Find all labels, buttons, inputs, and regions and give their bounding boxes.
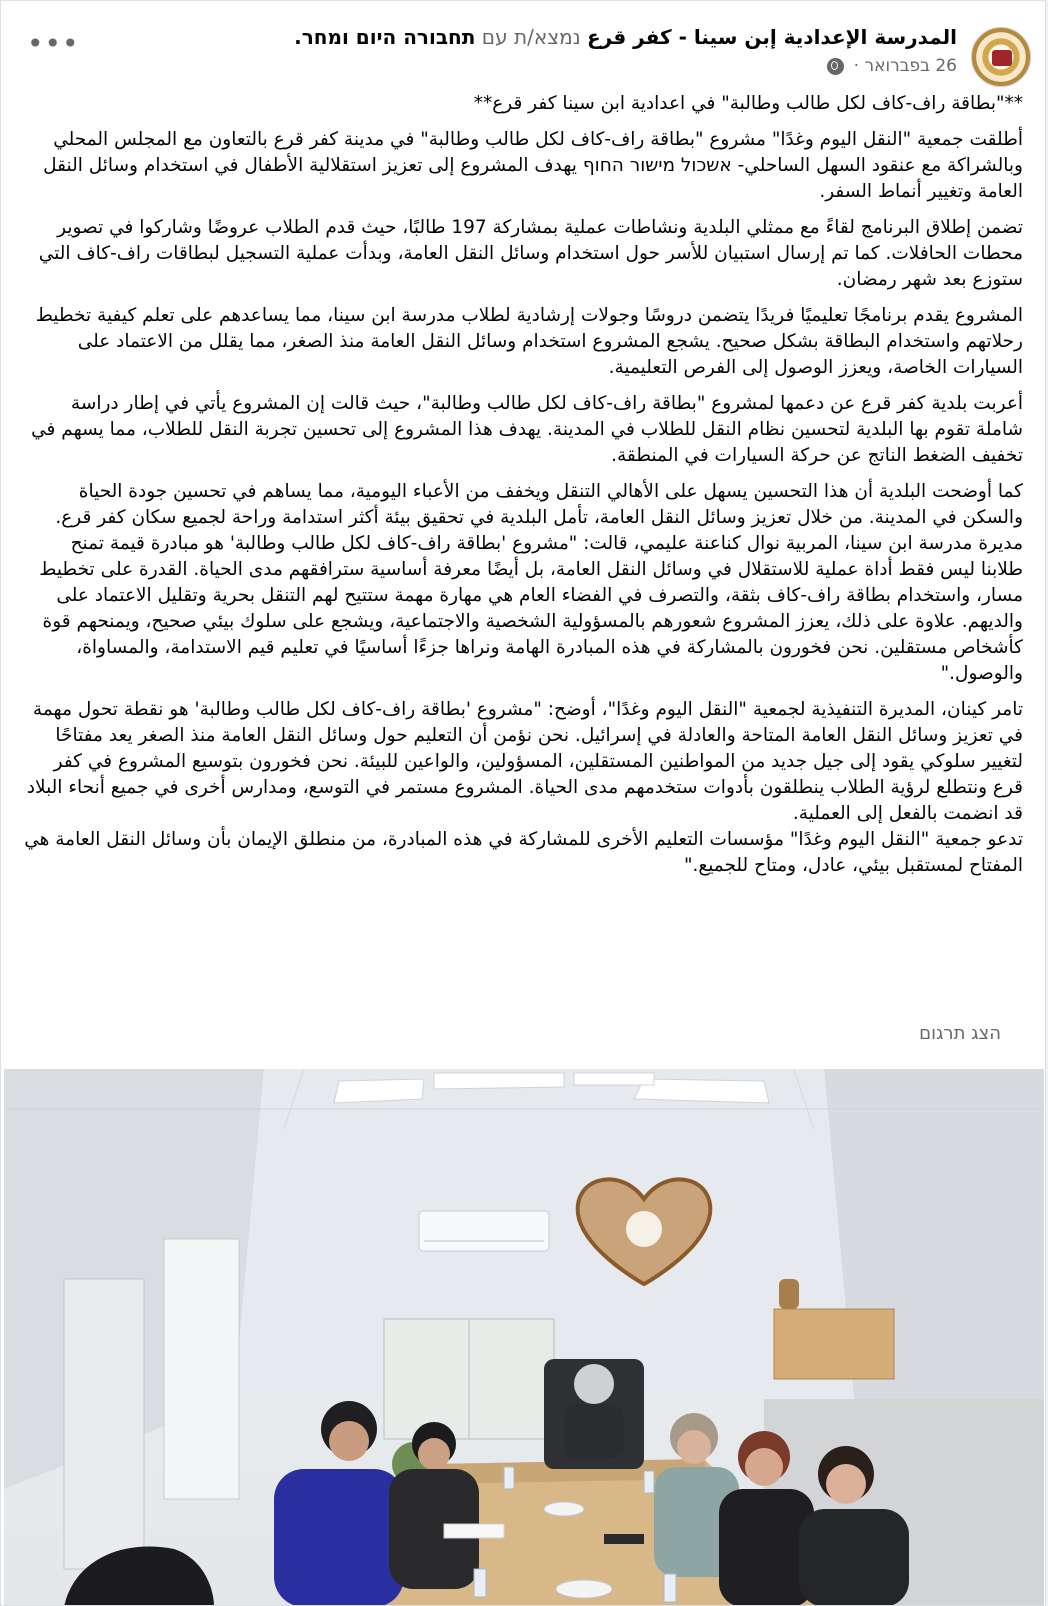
tagged-page-link[interactable]: תחבורה היום ומחר.: [294, 25, 476, 49]
post-photo[interactable]: [4, 1069, 1044, 1606]
with-text: נמצא/ת עם: [481, 25, 581, 49]
post-author-line: [97, 23, 957, 51]
meta-separator: ·: [853, 56, 860, 76]
post-paragraph: تامر كينان، المديرة التنفيذية لجمعية "النقل اليوم وغدًا"، أوضح: "مشروع 'بطاقة راف-كاف لكل طالب وطالبة' هو نقطة تحول مهمة في تعزيز وسائل النقل العامة المتاحة والعادلة في إسرائيل. نحن نؤمن أن التعليم حول وسائل النقل العامة منذ الصغر يعد مفتاحًا لتغيير سلوكي يقود إلى جيل جديد من المواطنين المستقلين، المسؤولين، والواعين للبيئة. نحن فخورون بتوسيع المشروع في كفر قرع ونتطلع لرؤية الطلاب ينطلقون بأدوات ستخدمهم مدى الحياة. المشروع مستمر في التوسع، ومدارس أخرى في جميع أنحاء البلاد قد انضمت بالفعل إلى العملية. تدعو جمعية "النقل اليوم وغدًا" مؤسسات التعليم الأخرى للمشاركة في هذه المبادرة، من منطلق الإيمان بأن وسائل النقل العامة هي المفتاح لمستقبل بيئي، عادل، ومتاح للجميع.": [24, 699, 1023, 876]
page-avatar[interactable]: [971, 27, 1031, 87]
post-paragraph: **"بطاقة راف-كاف لكل طالب وطالبة" في اعدادية ابن سينا كفر قرع**: [473, 93, 1023, 114]
post-body: [23, 91, 1023, 889]
post-header-text: [97, 23, 957, 79]
post-date-link[interactable]: 26 בפברואר: [864, 56, 957, 76]
office-meeting-photo: [4, 1069, 1044, 1606]
page-name-link[interactable]: المدرسة الإعدادية إبن سينا - كفر قرع: [587, 25, 957, 49]
post-paragraph: المشروع يقدم برنامجًا تعليميًا فريدًا يتضمن دروسًا وجولات إرشادية لطلاب مدرسة ابن سينا، مما يساعدهم على تعلم كيفية تخطيط رحلاتهم واستخدام البطاقة بشكل صحيح. يشجع المشروع استخدام وسائل النقل العامة منذ الصغر، مما يقلل من الاعتماد على السيارات الخاصة، ويعزز الوصول إلى الفرص التعليمية.: [29, 305, 1023, 378]
post-paragraph: أطلقت جمعية "النقل اليوم وغدًا" مشروع "بطاقة راف-كاف لكل طالب وطالبة" في مدينة كفر قرع بالتعاون مع المجلس المحلي وبالشراكة مع عنقود السهل الساحلي- אשכול מישור החוף يهدف المشروع إلى تعزيز استقلالية الأطفال في استخدام وسائل النقل العامة وتغيير أنماط السفر.: [37, 129, 1023, 202]
post-header: [1, 19, 1045, 85]
post-paragraph: كما أوضحت البلدية أن هذا التحسين يسهل على الأهالي التنقل ويخفف من الأعباء اليومية، مما يساهم في تحسين جودة الحياة والسكن في المدينة. من خلال تعزيز وسائل النقل العامة، تأمل البلدية في تحقيق بيئة أكثر استدامة وراحة لجميع سكان كفر قرع.: [55, 481, 1023, 528]
school-emblem-icon: [992, 50, 1012, 66]
public-globe-icon[interactable]: [827, 58, 844, 75]
post-paragraph: مديرة مدرسة ابن سينا، المربية نوال كناعنة عليمي، قالت: "مشروع 'بطاقة راف-كاف لكل طالب وطالبة' هو مبادرة قيمة تمنح طلابنا ليس فقط أداة عملية للاستقلال في وسائل النقل العامة، بل أيضًا معرفة أساسية سترافقهم مدى الحياة. القدرة على تخطيط مسار، واستخدام بطاقة راف-كاف بثقة، والتصرف في الفضاء العام هي مهارة مهمة ستتيح لهم التنقل بحرية وتقليل الاعتماد على والديهم. علاوة على ذلك، يعزز المشروع شعورهم بالمسؤولية الشخصية والاجتماعية، ويشجع على سلوك بيئي صحيح، ويمنحهم قوة كأشخاص مستقلين. نحن فخورون بالمشاركة في هذه المبادرة الهامة ونراها جزءًا أساسيًا في تعليم قيم الاستدامة، والمساواة، والوصول.": [33, 533, 1023, 684]
show-translation-link[interactable]: הצג תרגום: [919, 1023, 1001, 1044]
post-meta-line: [97, 53, 957, 79]
post-paragraph: أعربت بلدية كفر قرع عن دعمها لمشروع "بطاقة راف-كاف لكل طالب وطالبة"، حيث قالت إن المشروع يأتي في إطار دراسة شاملة تقوم بها البلدية لتحسين نظام النقل للطلاب في المدينة. يهدف هذا المشروع إلى تحسين تجربة النقل للطلاب، مما يسهم في تخفيف الضغط الناتج عن حركة السيارات في المنطقة.: [25, 393, 1023, 466]
more-options-button[interactable]: •••: [27, 27, 80, 60]
post-paragraph: تضمن إطلاق البرنامج لقاءً مع ممثلي البلدية ونشاطات عملية بمشاركة 197 طالبًا، حيث قدم الطلاب عروضًا وشاركوا في تصوير محطات الحافلات. كما تم إرسال استبيان للأسر حول استخدام وسائل النقل العامة، وبدأت عملية التسجيل لبطاقات راف-كاف التي ستوزع بعد شهر رمضان.: [32, 217, 1023, 290]
